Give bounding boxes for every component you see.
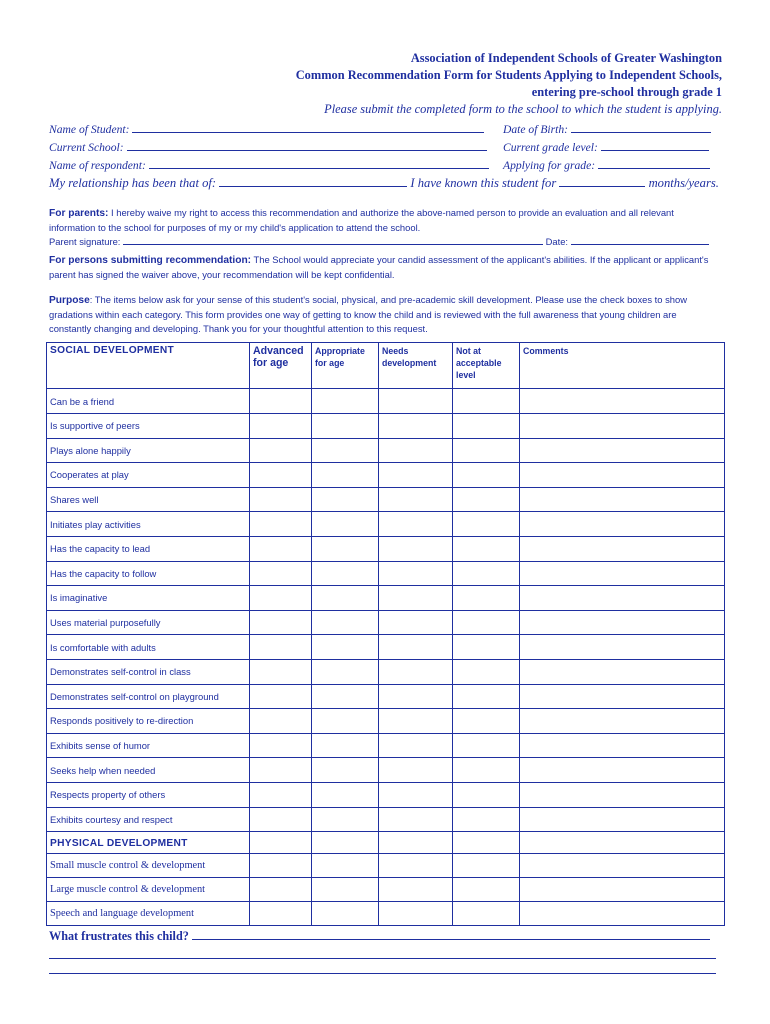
appropriate-column-header: Appropriate for age [312,343,379,389]
table-row [47,414,725,439]
item-label: Has the capacity to follow [47,561,250,586]
recommender-heading: For persons submitting recommendation: [49,255,252,266]
appropriate-checkbox-cell[interactable] [312,878,379,902]
table-row [47,758,725,783]
table-row [47,854,725,878]
purpose-heading: Purpose [49,295,90,306]
parents-text: I hereby waive my right to access this recommendation and authorize the above-named person to provide an evaluation and all relevant information to the school for purposes of my or my child's application to attend the school. [49,207,674,233]
comments-cell[interactable] [520,878,725,902]
recommender-text: The School would appreciate your candid assessment of the applicant's abilities. If the applicant or applicant's parent has signed the waiver above, your recommendation will be kept confidential. [49,254,709,280]
item-label: Initiates play activities [47,512,250,537]
appropriate-checkbox-cell[interactable] [312,610,379,635]
item-label: Exhibits sense of humor [47,733,250,758]
not-acceptable-checkbox-cell[interactable] [453,659,520,684]
table-row [47,902,725,926]
not-acceptable-checkbox-cell[interactable] [453,878,520,902]
evaluation-table [46,342,725,926]
student-name-blank[interactable] [132,122,484,133]
form-title: Common Recommendation Form for Students Applying to Independent Schools, [295,68,722,82]
relationship-field[interactable] [49,176,719,191]
appropriate-checkbox-cell[interactable] [312,635,379,660]
table-row [47,807,725,832]
item-label: Demonstrates self-control on playground [47,684,250,709]
advanced-checkbox-cell[interactable] [250,854,312,878]
appropriate-checkbox-cell[interactable] [312,389,379,414]
comments-cell[interactable] [520,414,725,439]
appropriate-checkbox-cell[interactable] [312,512,379,537]
advanced-checkbox-cell[interactable] [250,512,312,537]
purpose-text: : The items below ask for your sense of this student's social, physical, and pre-academic skill development. Please use the check boxes to show gradations within each category. This form provides one way of getting to know the child and is reviewed with the full awareness that young children are constantly changing and developing. Thank you for your thoughtful attention to this request. [49,294,687,334]
comments-cell[interactable] [520,758,725,783]
respondent-blank[interactable] [149,158,489,169]
not-acceptable-checkbox-cell[interactable] [453,635,520,660]
physical-section-row [47,832,725,854]
comments-cell[interactable] [520,902,725,926]
item-label: Seeks help when needed [47,758,250,783]
item-label: Is supportive of peers [47,414,250,439]
comments-cell[interactable] [520,389,725,414]
current-grade-label: Current grade level: [503,141,598,154]
advanced-checkbox-cell[interactable] [250,561,312,586]
appropriate-checkbox-cell[interactable] [312,659,379,684]
advanced-checkbox-cell[interactable] [250,902,312,926]
table-row [47,659,725,684]
item-label: Speech and language development [47,902,250,926]
needs-development-checkbox-cell[interactable] [379,733,453,758]
current-grade-field[interactable] [503,140,709,154]
comments-cell[interactable] [520,610,725,635]
date-blank[interactable] [571,236,709,245]
table-row [47,512,725,537]
item-label: Cooperates at play [47,463,250,488]
physical-heading-cell [379,832,453,854]
comments-cell[interactable] [520,438,725,463]
known-for-label: I have known this student for [410,176,557,190]
item-label: Is comfortable with adults [47,635,250,660]
item-label: Demonstrates self-control in class [47,659,250,684]
not-acceptable-checkbox-cell[interactable] [453,709,520,734]
needs-development-checkbox-cell[interactable] [379,902,453,926]
applying-grade-blank[interactable] [598,158,710,169]
table-row [47,463,725,488]
student-name-field[interactable] [49,122,484,136]
item-label: Small muscle control & development [47,854,250,878]
needs-development-checkbox-cell[interactable] [379,487,453,512]
item-label: Plays alone happily [47,438,250,463]
comments-cell[interactable] [520,463,725,488]
needs-development-checkbox-cell[interactable] [379,635,453,660]
parent-signature-blank[interactable] [123,236,543,245]
advanced-checkbox-cell[interactable] [250,536,312,561]
needs-development-checkbox-cell[interactable] [379,414,453,439]
not-acceptable-checkbox-cell[interactable] [453,610,520,635]
appropriate-checkbox-cell[interactable] [312,782,379,807]
needs-development-checkbox-cell[interactable] [379,389,453,414]
applying-grade-label: Applying for grade: [503,159,596,172]
table-row [47,878,725,902]
frustrate-question [49,929,721,944]
needs-development-checkbox-cell[interactable] [379,807,453,832]
parents-heading: For parents: [49,208,109,219]
needs-development-checkbox-cell[interactable] [379,854,453,878]
not-acceptable-checkbox-cell[interactable] [453,487,520,512]
advanced-checkbox-cell[interactable] [250,684,312,709]
not-acceptable-checkbox-cell[interactable] [453,733,520,758]
physical-heading-cell [453,832,520,854]
current-school-label: Current School: [49,141,124,154]
not-acceptable-checkbox-cell[interactable] [453,684,520,709]
not-acceptable-checkbox-cell[interactable] [453,463,520,488]
comments-cell[interactable] [520,561,725,586]
item-label: Respects property of others [47,782,250,807]
appropriate-checkbox-cell[interactable] [312,438,379,463]
needs-development-checkbox-cell[interactable] [379,536,453,561]
needs-development-checkbox-cell[interactable] [379,561,453,586]
current-grade-blank[interactable] [601,140,709,151]
advanced-checkbox-cell[interactable] [250,438,312,463]
table-row [47,635,725,660]
advanced-checkbox-cell[interactable] [250,878,312,902]
needs-development-checkbox-cell[interactable] [379,684,453,709]
advanced-checkbox-cell[interactable] [250,659,312,684]
date-label: Date: [545,236,569,247]
advanced-checkbox-cell[interactable] [250,758,312,783]
appropriate-checkbox-cell[interactable] [312,586,379,611]
appropriate-checkbox-cell[interactable] [312,414,379,439]
parent-waiver [49,206,721,235]
parent-signature-label: Parent signature: [49,236,121,247]
dob-blank[interactable] [571,122,711,133]
advanced-checkbox-cell[interactable] [250,635,312,660]
comments-cell[interactable] [520,635,725,660]
comments-cell[interactable] [520,782,725,807]
item-label: Uses material purposefully [47,610,250,635]
physical-development-heading: PHYSICAL DEVELOPMENT [47,832,250,854]
physical-heading-cell [520,832,725,854]
advanced-checkbox-cell[interactable] [250,586,312,611]
needs-development-checkbox-cell[interactable] [379,586,453,611]
item-label: Exhibits courtesy and respect [47,807,250,832]
not-acceptable-checkbox-cell[interactable] [453,414,520,439]
frustrate-label: What frustrates this child? [49,929,189,943]
not-acceptable-checkbox-cell[interactable] [453,586,520,611]
not-acceptable-checkbox-cell[interactable] [453,758,520,783]
table-row [47,586,725,611]
appropriate-checkbox-cell[interactable] [312,536,379,561]
advanced-checkbox-cell[interactable] [250,389,312,414]
frustrate-blank-3[interactable] [49,973,716,974]
needs-development-checkbox-cell[interactable] [379,610,453,635]
needs-development-checkbox-cell[interactable] [379,463,453,488]
appropriate-checkbox-cell[interactable] [312,561,379,586]
not-acceptable-checkbox-cell[interactable] [453,561,520,586]
table-row [47,610,725,635]
appropriate-checkbox-cell[interactable] [312,854,379,878]
comments-cell[interactable] [520,807,725,832]
comments-cell[interactable] [520,586,725,611]
org-name: Association of Independent Schools of Greater Washington [410,51,722,65]
not-acceptable-checkbox-cell[interactable] [453,389,520,414]
item-label: Large muscle control & development [47,878,250,902]
table-row [47,561,725,586]
comments-column-header: Comments [520,343,725,389]
not-acceptable-checkbox-cell[interactable] [453,902,520,926]
parent-signature-row [49,235,721,249]
applying-grade-field[interactable] [503,158,710,172]
current-school-field[interactable] [49,140,487,154]
item-label: Shares well [47,487,250,512]
table-header-row [47,343,725,389]
appropriate-checkbox-cell[interactable] [312,487,379,512]
respondent-field[interactable] [49,158,489,172]
needs-development-checkbox-cell[interactable] [379,709,453,734]
comments-cell[interactable] [520,684,725,709]
comments-cell[interactable] [520,659,725,684]
appropriate-checkbox-cell[interactable] [312,709,379,734]
dob-label: Date of Birth: [503,123,569,136]
needs-development-checkbox-cell[interactable] [379,758,453,783]
advanced-checkbox-cell[interactable] [250,709,312,734]
student-name-label: Name of Student: [49,123,130,136]
purpose-note [49,293,721,336]
advanced-checkbox-cell[interactable] [250,782,312,807]
appropriate-checkbox-cell[interactable] [312,684,379,709]
months-years-label: months/years. [648,176,719,190]
table-row [47,782,725,807]
physical-heading-cell [250,832,312,854]
appropriate-checkbox-cell[interactable] [312,902,379,926]
item-label: Is imaginative [47,586,250,611]
needs-development-column-header: Needs development [379,343,453,389]
needs-development-checkbox-cell[interactable] [379,782,453,807]
social-development-heading: SOCIAL DEVELOPMENT [47,343,250,389]
not-acceptable-checkbox-cell[interactable] [453,536,520,561]
comments-cell[interactable] [520,536,725,561]
comments-cell[interactable] [520,487,725,512]
table-row [47,684,725,709]
item-label: Can be a friend [47,389,250,414]
needs-development-checkbox-cell[interactable] [379,512,453,537]
frustrate-blank-1[interactable] [192,930,710,940]
social-items [47,389,725,832]
not-acceptable-checkbox-cell[interactable] [453,438,520,463]
current-school-blank[interactable] [127,140,487,151]
comments-cell[interactable] [520,854,725,878]
table-row [47,438,725,463]
needs-development-checkbox-cell[interactable] [379,659,453,684]
table-row [47,487,725,512]
item-label: Responds positively to re-direction [47,709,250,734]
relationship-blank[interactable] [219,176,407,187]
physical-items [47,854,725,926]
recommender-note [49,253,721,282]
comments-cell[interactable] [520,709,725,734]
advanced-checkbox-cell[interactable] [250,733,312,758]
advanced-column-header: Advanced for age [250,343,312,389]
not-acceptable-column-header: Not at acceptable level [453,343,520,389]
frustrate-blank-2[interactable] [49,958,716,959]
advanced-checkbox-cell[interactable] [250,610,312,635]
not-acceptable-checkbox-cell[interactable] [453,512,520,537]
form-header [162,50,722,118]
grade-range: entering pre-school through grade 1 [531,85,722,99]
known-for-blank[interactable] [559,176,645,187]
appropriate-checkbox-cell[interactable] [312,807,379,832]
not-acceptable-checkbox-cell[interactable] [453,854,520,878]
advanced-checkbox-cell[interactable] [250,807,312,832]
comments-cell[interactable] [520,733,725,758]
not-acceptable-checkbox-cell[interactable] [453,807,520,832]
not-acceptable-checkbox-cell[interactable] [453,782,520,807]
dob-field[interactable] [503,122,711,136]
respondent-label: Name of respondent: [49,159,146,172]
appropriate-checkbox-cell[interactable] [312,733,379,758]
comments-cell[interactable] [520,512,725,537]
table-row [47,389,725,414]
table-row [47,709,725,734]
submit-instruction: Please submit the completed form to the school to which the student is applying. [324,102,722,116]
item-label: Has the capacity to lead [47,536,250,561]
table-row [47,733,725,758]
physical-heading-cell [312,832,379,854]
relationship-label: My relationship has been that of: [49,176,217,190]
advanced-checkbox-cell[interactable] [250,463,312,488]
advanced-checkbox-cell[interactable] [250,414,312,439]
advanced-checkbox-cell[interactable] [250,487,312,512]
appropriate-checkbox-cell[interactable] [312,463,379,488]
table-row [47,536,725,561]
needs-development-checkbox-cell[interactable] [379,438,453,463]
needs-development-checkbox-cell[interactable] [379,878,453,902]
appropriate-checkbox-cell[interactable] [312,758,379,783]
